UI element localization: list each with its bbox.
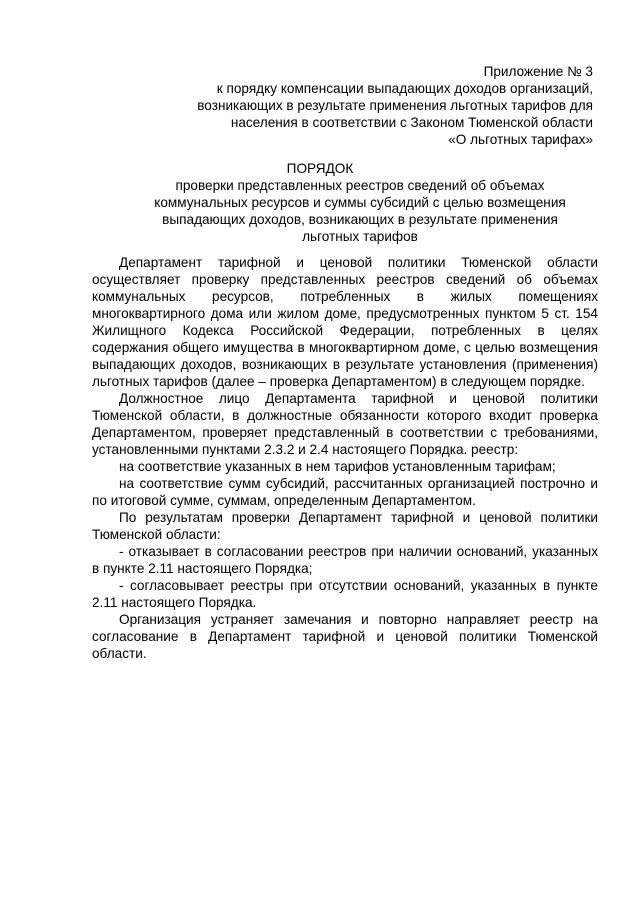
appendix-line: населения в соответствии с Законом Тюменской области [230,115,593,130]
appendix-line: к порядку компенсации выпадающих доходов организаций, [216,81,593,96]
body-paragraph: По результатам проверки Департамент тарифной и ценовой политики Тюменской области: [92,510,598,542]
body-paragraph: на соответствие сумм субсидий, рассчитанных организацией построчно и по итоговой сумме, суммам, определенным Департаментом. [92,476,598,508]
document-title: ПОРЯДОК [286,161,354,176]
appendix-line: «О льготных тарифах» [448,132,593,147]
subtitle-line: проверки представленных реестров сведений об объемах [175,178,545,193]
body-paragraph: Организация устраняет замечания и повторно направляет реестр на согласование в Департамент тарифной и ценовой политики Тюменской области. [92,612,598,661]
body-paragraph: - согласовывает реестры при отсутствии оснований, указанных в пункте 2.11 настоящего Порядка. [92,578,598,610]
subtitle-line: льготных тарифов [302,229,418,244]
appendix-number: Приложение № 3 [483,64,593,79]
body-paragraph: на соответствие указанных в нем тарифов установленным тарифам; [119,459,556,474]
subtitle-line: коммунальных ресурсов и суммы субсидий с целью возмещения [154,195,566,210]
body-paragraph: Департамент тарифной и ценовой политики Тюменской области осуществляет проверку представленных реестров сведений об объемах коммунальных ресурсов, потребленных в жилых помещениях многоквартирного дома или жилом доме, предусмотренных пунктом 5 ст. 154 Жилищного Кодекса Российской Федерации, потребленных в целях содержания общего имущества в многоквартирном доме, с целью возмещения выпадающих доходов, возникающих в результате установления (применения) льготных тарифов (далее – проверка Департаментом) в следующем порядке. [92,255,598,389]
body-paragraph: Должностное лицо Департамента тарифной и ценовой политики Тюменской области, в должностные обязанности которого входит проверка Департаментом, проверяет представленный в соответствии с требованиями, установленными пунктами 2.3.2 и 2.4 настоящего Порядка. реестр: [92,391,598,457]
document-body [92,254,598,662]
document-subtitle [60,177,640,245]
subtitle-line: выпадающих доходов, возникающих в результате применения [162,212,558,227]
body-paragraph: - отказывает в согласовании реестров при наличии оснований, указанных в пункте 2.11 настоящего Порядка; [92,544,598,576]
appendix-line: возникающих в результате применения льготных тарифов для [197,98,593,113]
appendix-header [113,63,593,148]
